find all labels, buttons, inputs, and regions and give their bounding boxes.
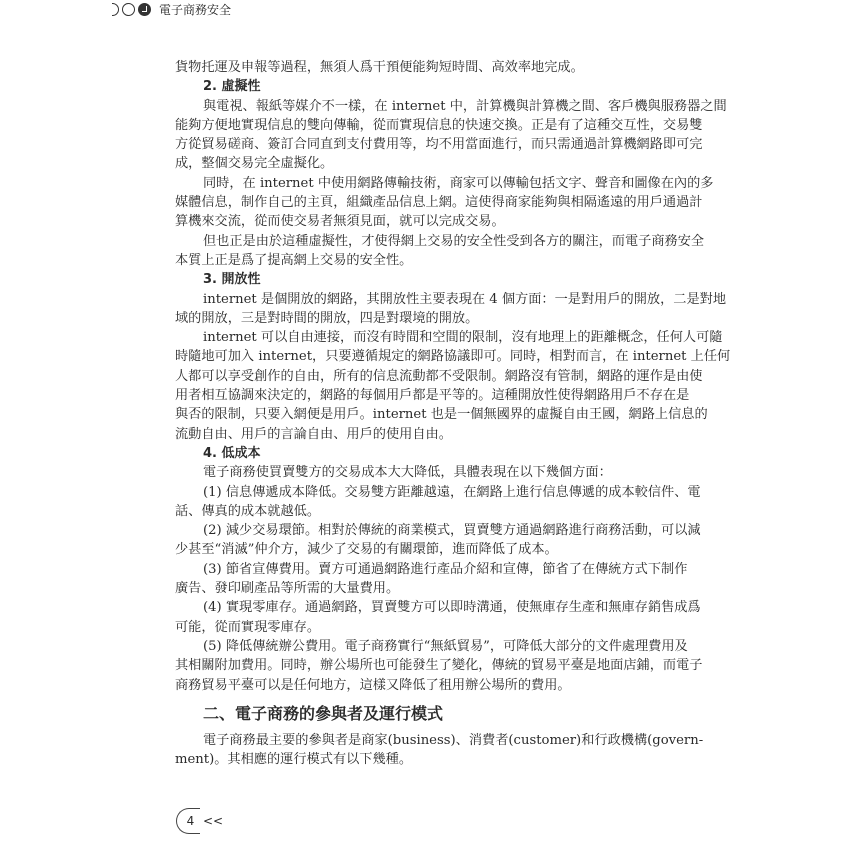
paragraph bbox=[175, 463, 687, 482]
paragraph bbox=[175, 483, 701, 522]
text-line: 時隨地可加入 internet，只要遵循規定的網路協議即可。同時，相對而言，在 internet 上任何 bbox=[175, 349, 731, 365]
text-line: 與否的限制，只要入網便是用戶。internet 也是一個無國界的虛擬自由王國，網路上信息的 bbox=[175, 407, 708, 423]
subsection-heading: 3. 開放性 bbox=[203, 272, 261, 288]
text-line: 流動自由、用戶的言論自由、用戶的使用自由。 bbox=[175, 426, 452, 442]
paragraph bbox=[175, 328, 731, 444]
text-line: (3) 節省宣傳費用。賣方可通過網路進行產品介紹和宣傳，節省了在傳統方式下制作 bbox=[203, 561, 688, 577]
text-line: 貨物托運及申報等過程，無須人爲干預便能夠短時間、高效率地完成。 bbox=[175, 60, 584, 75]
text-line: (2) 減少交易環節。相對於傳統的商業模式，買賣雙方通過網路進行商務活動，可以減 bbox=[203, 523, 701, 539]
decorative-check-circle-icon bbox=[138, 3, 151, 16]
text-line: 媒體信息，制作自己的主頁，組織產品信息上網。這使得商家能夠與相隔遙遠的用戶通過計 bbox=[175, 195, 703, 211]
book-title: 電子商務安全 bbox=[159, 2, 232, 17]
text-line: 域的開放，三是對時間的開放，四是對環境的開放。 bbox=[175, 310, 479, 326]
decorative-circle-icon bbox=[122, 3, 135, 16]
page-number-value: 4 bbox=[186, 814, 195, 828]
text-line: internet 是個開放的網路，其開放性主要表現在 4 個方面：一是對用戶的開放，二是對地 bbox=[203, 291, 727, 307]
text-line: (5) 降低傳統辦公費用。電子商務實行“無紙貿易”，可降低大部分的文件處理費用及 bbox=[203, 638, 688, 654]
paragraph bbox=[175, 598, 701, 637]
text-line: internet 可以自由連接，而沒有時間和空間的限制，沒有地理上的距離概念，任何人可隨 bbox=[203, 330, 723, 346]
text-line: 電子商務使買賣雙方的交易成本大大降低，具體表現在以下幾個方面： bbox=[203, 465, 612, 481]
subsection-heading: 2. 虛擬性 bbox=[203, 79, 261, 95]
text-line: 與電視、報紙等媒介不一樣，在 internet 中，計算機與計算機之間、客戶機與服務器之間 bbox=[203, 98, 727, 114]
paragraph bbox=[175, 58, 687, 77]
text-line: 能夠方便地實現信息的雙向傳輸，從而實現信息的快速交換。正是有了這種交互性，交易雙 bbox=[175, 117, 703, 133]
paragraph bbox=[175, 232, 705, 271]
text-line: 算機來交流，從而使交易者無須見面，就可以完成交易。 bbox=[175, 214, 505, 230]
text-line: (4) 實現零庫存。通過網路，買賣雙方可以即時溝通，使無庫存生產和無庫存銷售成爲 bbox=[203, 600, 701, 616]
text-line: 本質上正是爲了提高網上交易的安全性。 bbox=[175, 252, 413, 268]
text-line: 方從貿易磋商、簽訂合同直到支付費用等，均不用當面進行，而只需通過計算機網路即可完 bbox=[175, 137, 703, 153]
paragraph bbox=[175, 521, 701, 560]
text-line: 但也正是由於這種虛擬性，才使得網上交易的安全性受到各方的關注，而電子商務安全 bbox=[203, 233, 705, 249]
paragraph bbox=[175, 637, 703, 695]
text-line: (1) 信息傳遞成本降低。交易雙方距離越遠，在網路上進行信息傳遞的成本較信件、電 bbox=[203, 484, 701, 500]
section-heading: 二、電子商務的參與者及運行模式 bbox=[203, 703, 444, 723]
text-line: 商務貿易平臺可以是任何地方，這樣又降低了租用辦公場所的費用。 bbox=[175, 677, 571, 693]
text-line: 人都可以享受創作的自由，所有的信息流動都不受限制。網路沒有管制，網路的運作是由使 bbox=[175, 368, 703, 384]
text-line: 可能，從而實現零庫存。 bbox=[175, 619, 321, 635]
page-marker: << bbox=[203, 814, 224, 828]
paragraph bbox=[175, 174, 714, 232]
text-line: 電子商務最主要的參與者是商家(business)、消費者(customer)和行政機構(govern- bbox=[203, 732, 704, 748]
running-header bbox=[112, 0, 231, 18]
paragraph bbox=[175, 731, 704, 770]
paragraph bbox=[175, 290, 727, 329]
text-line: 成，整個交易完全虛擬化。 bbox=[175, 156, 334, 172]
page-body bbox=[175, 58, 731, 769]
text-line: 廣告、發印刷產品等所需的大量費用。 bbox=[175, 581, 400, 597]
text-line: 少甚至“消滅”仲介方，減少了交易的有關環節，進而降低了成本。 bbox=[175, 542, 558, 558]
text-line: 同時，在 internet 中使用網路傳輸技術，商家可以傳輸包括文字、聲音和圖像在內的多 bbox=[203, 175, 714, 191]
page-number-arc bbox=[176, 808, 200, 834]
decorative-circle-icon bbox=[112, 3, 119, 16]
paragraph bbox=[175, 97, 727, 174]
subsection-heading: 4. 低成本 bbox=[203, 445, 261, 461]
text-line: 用者相互協調來決定的，網路的每個用戶都是平等的。這種開放性使得網路用戶不存在是 bbox=[175, 388, 690, 404]
text-line: 話、傳真的成本就越低。 bbox=[175, 503, 321, 519]
page-number bbox=[176, 808, 223, 834]
paragraph bbox=[175, 560, 687, 599]
text-line: 其相關附加費用。同時，辦公場所也可能發生了變化，傳統的貿易平臺是地面店鋪，而電子 bbox=[175, 658, 703, 674]
text-line: ment)。其相應的運行模式有以下幾種。 bbox=[175, 752, 413, 768]
